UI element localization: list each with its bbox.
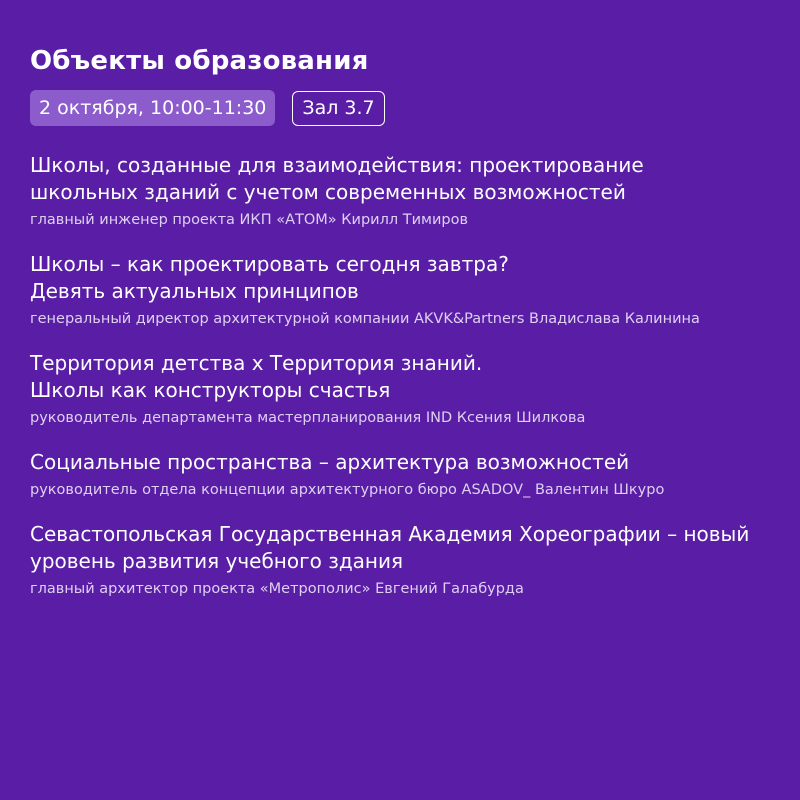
talk-item (30, 251, 770, 329)
talk-title: Социальные пространства – архитектура возможностей (30, 450, 630, 474)
talk-title: Севастопольская Государственная Академия Хореографии – новый уровень развития учебного здания (30, 522, 750, 573)
talk-item (30, 152, 770, 230)
talk-item (30, 449, 770, 500)
talk-list (30, 152, 770, 599)
talk-title: Территория детства х Территория знаний. Школы как конструкторы счастья (30, 351, 483, 402)
session-tags (30, 90, 770, 126)
room-badge: Зал 3.7 (292, 91, 384, 126)
section-title: Объекты образования (30, 46, 369, 76)
talk-speaker: руководитель департамента мастерпланирования IND Ксения Шилкова (30, 410, 586, 426)
talk-item (30, 521, 770, 599)
date-time-badge: 2 октября, 10:00-11:30 (30, 90, 275, 126)
talk-item (30, 350, 770, 428)
talk-speaker: руководитель отдела концепции архитектурного бюро ASADOV_ Валентин Шкуро (30, 482, 665, 498)
talk-speaker: главный инженер проекта ИКП «АТОМ» Кирилл Тимиров (30, 212, 469, 228)
talk-speaker: главный архитектор проекта «Метрополис» Евгений Галабурда (30, 581, 524, 597)
talk-speaker: генеральный директор архитектурной компании AKVK&Partners Владислава Калинина (30, 311, 700, 327)
talk-title: Школы, созданные для взаимодействия: проектирование школьных зданий с учетом современных возможностей (30, 153, 644, 204)
talk-title: Школы – как проектировать сегодня завтра? Девять актуальных принципов (30, 252, 509, 303)
